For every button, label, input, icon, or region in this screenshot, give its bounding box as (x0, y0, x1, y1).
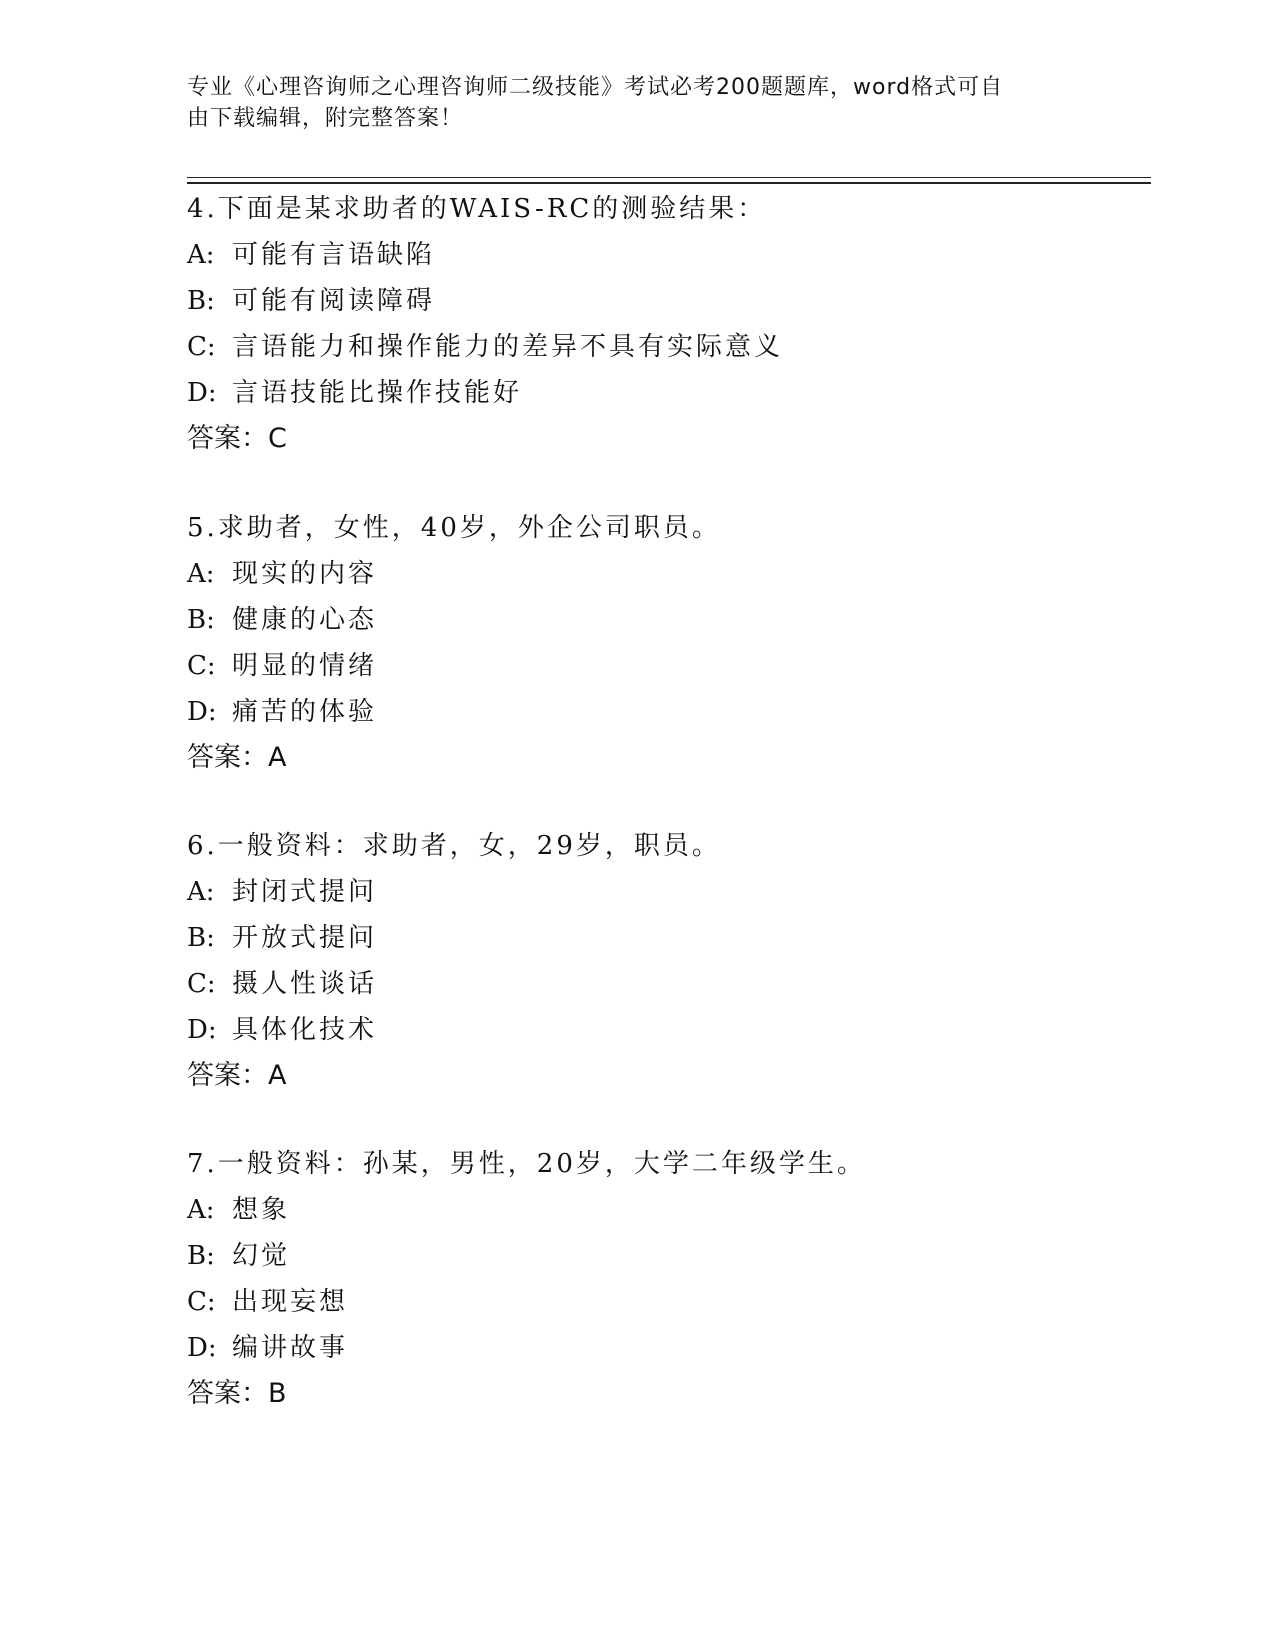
question-block (187, 830, 1137, 1106)
header-divider-thick (187, 182, 1151, 184)
option-a (187, 558, 1137, 604)
option-letter: A: (187, 240, 215, 270)
option-letter: A: (187, 1195, 215, 1225)
question-block (187, 193, 1137, 469)
question-stem: 6.一般资料：求助者，女，29岁，职员。 (187, 831, 721, 861)
option-d (187, 696, 1137, 742)
option-text: 想象 (232, 1195, 291, 1225)
option-letter: D: (187, 1333, 217, 1363)
option-text: 健康的心态 (232, 605, 378, 635)
option-b (187, 1240, 1137, 1286)
option-d (187, 1332, 1137, 1378)
option-text: 封闭式提问 (232, 877, 378, 907)
option-a (187, 1194, 1137, 1240)
option-text: 可能有阅读障碍 (232, 286, 436, 316)
option-letter: D: (187, 697, 217, 727)
option-letter: B: (187, 923, 215, 953)
option-letter: D: (187, 378, 217, 408)
option-text: 摄人性谈话 (232, 969, 378, 999)
header-line-2: 由下载编辑，附完整答案！ (187, 106, 464, 131)
option-letter: C: (187, 332, 216, 362)
option-text: 现实的内容 (232, 559, 378, 589)
option-text: 具体化技术 (232, 1015, 378, 1045)
option-a (187, 876, 1137, 922)
option-text: 痛苦的体验 (232, 697, 378, 727)
header-divider-thin (187, 177, 1151, 178)
option-c (187, 331, 1137, 377)
option-c (187, 968, 1137, 1014)
question-block (187, 512, 1137, 788)
option-letter: D: (187, 1015, 217, 1045)
option-b (187, 285, 1137, 331)
answer-line: 答案：C (187, 423, 287, 454)
option-a (187, 239, 1137, 285)
document-header (187, 72, 1067, 134)
option-letter: B: (187, 1241, 215, 1271)
option-c (187, 650, 1137, 696)
answer-line: 答案：A (187, 1060, 287, 1091)
option-d (187, 1014, 1137, 1060)
option-letter: B: (187, 286, 215, 316)
question-block (187, 1148, 1137, 1424)
option-b (187, 922, 1137, 968)
option-b (187, 604, 1137, 650)
option-text: 出现妄想 (232, 1287, 349, 1317)
option-text: 幻觉 (232, 1241, 291, 1271)
option-d (187, 377, 1137, 423)
answer-line: 答案：B (187, 1378, 287, 1409)
question-stem: 5.求助者，女性，40岁，外企公司职员。 (187, 513, 721, 543)
answer-line: 答案：A (187, 742, 287, 773)
question-stem: 7.一般资料：孙某，男性，20岁，大学二年级学生。 (187, 1149, 866, 1179)
option-letter: A: (187, 877, 215, 907)
option-letter: A: (187, 559, 215, 589)
option-text: 言语能力和操作能力的差异不具有实际意义 (232, 332, 784, 362)
option-text: 言语技能比操作技能好 (232, 378, 523, 408)
option-text: 开放式提问 (232, 923, 378, 953)
option-text: 可能有言语缺陷 (232, 240, 436, 270)
option-letter: C: (187, 651, 216, 681)
option-letter: C: (187, 969, 216, 999)
option-text: 明显的情绪 (232, 651, 378, 681)
option-letter: B: (187, 605, 215, 635)
question-stem: 4.下面是某求助者的WAIS-RC的测验结果： (187, 194, 767, 224)
option-c (187, 1286, 1137, 1332)
option-letter: C: (187, 1287, 216, 1317)
option-text: 编讲故事 (232, 1333, 349, 1363)
header-line-1: 专业《心理咨询师之心理咨询师二级技能》考试必考200题题库，word格式可自 (187, 75, 1004, 100)
